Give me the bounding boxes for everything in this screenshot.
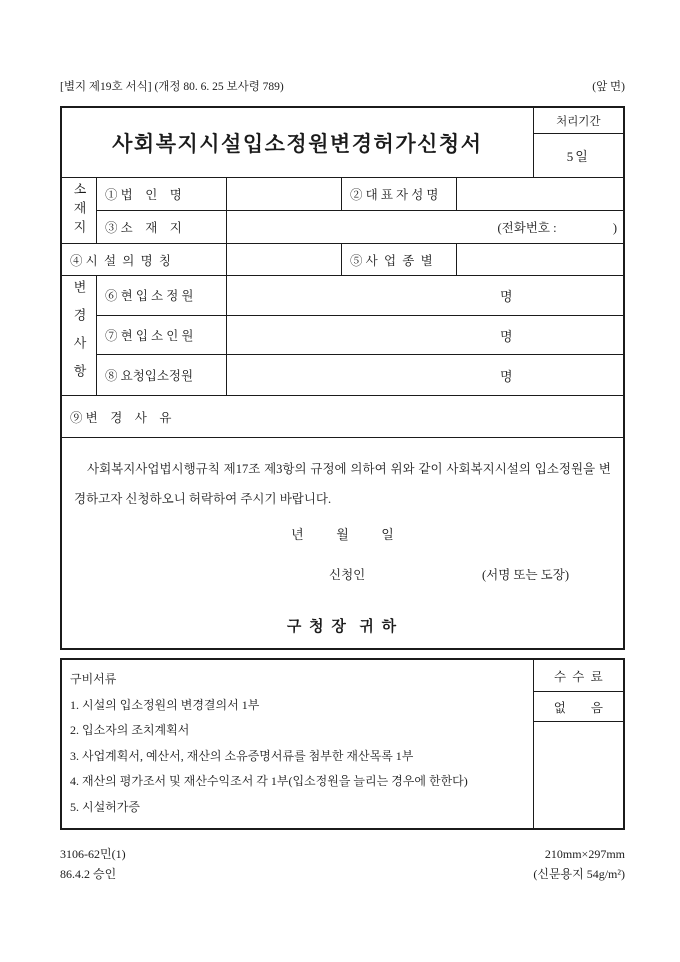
statement-block bbox=[62, 438, 623, 648]
applicant-label: 신청인 bbox=[329, 568, 366, 582]
change-reason-row bbox=[62, 396, 623, 438]
document-item: 4. 재산의 평가조서 및 재산수익조서 각 1부(입소정원을 늘리는 경우에 한한다) bbox=[70, 774, 468, 788]
business-type-label: ⑤ 사 업 종 별 bbox=[342, 244, 457, 275]
approval-date: 86.4.2 승인 bbox=[60, 867, 117, 881]
page-footer bbox=[60, 844, 625, 884]
change-reason-label: ⑨ 변 경 사 유 bbox=[70, 410, 172, 425]
documents-list bbox=[62, 660, 534, 828]
unit-label: 명 bbox=[500, 368, 513, 384]
business-type-field[interactable] bbox=[457, 244, 623, 275]
unit-label: 명 bbox=[500, 328, 513, 344]
document-item: 1. 시설의 입소정원의 변경결의서 1부 bbox=[70, 697, 260, 712]
document-item: 3. 사업계획서, 예산서, 재산의 소유증명서류를 첨부한 재산목록 1부 bbox=[70, 748, 414, 763]
corp-name-label: ① 법 인 명 bbox=[97, 178, 227, 210]
address-field[interactable] bbox=[227, 211, 623, 244]
main-form-table bbox=[60, 106, 625, 650]
documents-heading: 구비서류 bbox=[70, 672, 117, 686]
unit-label: 명 bbox=[500, 288, 513, 304]
address-label: ③ 소 재 지 bbox=[97, 211, 227, 244]
processing-period-value: 5일 bbox=[566, 149, 590, 164]
processing-period-label: 처리기간 bbox=[534, 108, 623, 134]
location-group-label: 소재지 bbox=[62, 178, 97, 243]
change-group-label: 변경사항 bbox=[62, 276, 97, 395]
paper-spec: (신문용지 54g/m²) bbox=[533, 867, 625, 881]
form-number: 3106-62민(1) bbox=[60, 847, 126, 861]
rep-name-field[interactable] bbox=[457, 178, 623, 210]
phone-label: (전화번호 : ) bbox=[497, 220, 617, 235]
location-group-row bbox=[62, 178, 623, 244]
page-side-label: (앞 면) bbox=[592, 81, 625, 93]
documents-table bbox=[60, 658, 625, 830]
fee-value: 없 음 bbox=[534, 692, 623, 722]
requested-capacity-field[interactable] bbox=[227, 355, 623, 395]
current-residents-label: ⑦ 현 입 소 인 원 bbox=[97, 316, 227, 355]
document-item: 2. 입소자의 조치계획서 bbox=[70, 723, 190, 737]
facility-row bbox=[62, 244, 623, 276]
current-residents-field[interactable] bbox=[227, 316, 623, 355]
fee-box bbox=[534, 660, 623, 828]
facility-name-field[interactable] bbox=[227, 244, 342, 275]
processing-period-box bbox=[534, 108, 623, 177]
corp-name-field[interactable] bbox=[227, 178, 342, 210]
current-capacity-field[interactable] bbox=[227, 276, 623, 315]
fee-empty-area bbox=[534, 722, 623, 828]
change-group-row bbox=[62, 276, 623, 396]
fee-label: 수 수 료 bbox=[534, 660, 623, 692]
document-item: 5. 시설허가증 bbox=[70, 799, 140, 814]
page-header bbox=[60, 78, 625, 94]
current-capacity-label: ⑥ 현 입 소 정 원 bbox=[97, 276, 227, 315]
addressee-label: 구 청 장 귀 하 bbox=[286, 619, 399, 635]
requested-capacity-label: ⑧ 요청입소정원 bbox=[97, 355, 227, 395]
date-line: 년 월 일 bbox=[291, 527, 394, 542]
statement-text: 사회복지사업법시행규칙 제17조 제3항의 규정에 의하여 위와 같이 사회복지시설의 입소정원을 변경하고자 신청하오니 허락하여 주시기 바랍니다. bbox=[74, 462, 611, 506]
rep-name-label: ② 대 표 자 성 명 bbox=[342, 178, 457, 210]
form-title: 사회복지시설입소정원변경허가신청서 bbox=[62, 108, 534, 177]
facility-name-label: ④ 시 설 의 명 칭 bbox=[62, 244, 227, 275]
paper-size: 210mm×297mm bbox=[544, 847, 625, 861]
signature-note: (서명 또는 도장) bbox=[481, 568, 569, 582]
form-reference: [별지 제19호 서식] (개정 80. 6. 25 보사령 789) bbox=[60, 81, 284, 93]
title-row bbox=[62, 108, 623, 178]
